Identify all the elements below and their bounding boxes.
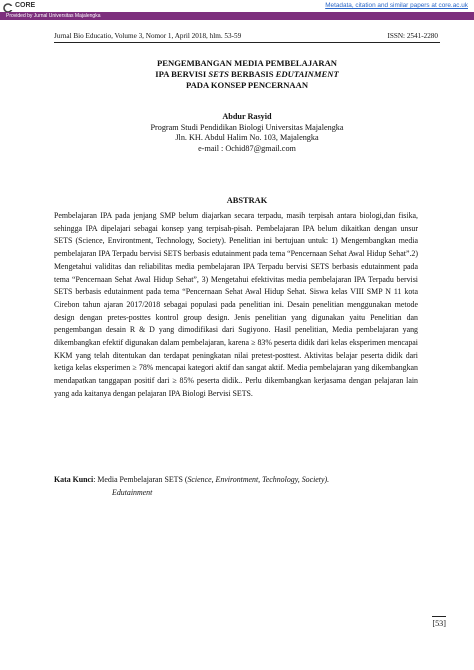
title-edutainment: EDUTAINMENT — [275, 69, 339, 79]
provider-strip — [0, 12, 474, 20]
keywords-label: Kata Kunci — [54, 475, 94, 484]
abstract-paragraph: Pembelajaran IPA pada jenjang SMP belum diajarkan secara terpadu, masih terpisah antara biologi,dan fisika, sehingga IPA dipelajari sebagai konsep yang terpisah-pisah. Pembelajaran IPA belum dikaitkan dengan unsur SETS (Science, Environtment, Technology, Society). Penelitian ini bertujuan untuk: 1) Mengembangkan media pembelajaran IPA Terpadu bervisi SETS berbasis edutainment pada tema “Pencernaan Sehat Awal Hidup Sehat”.2) Mengetahui validitas dan reliabilitas media pembelajaran IPA Terpadu bervisi SETS berbasis edutainment pada tema “Pencernaan Sehat Awal Hidup Sehat”, 3) Mengetahui efektivitas media pembelajaran IPA Terpadu bervisi SETS berbasis edutainment pada tema “Pencernaan Sehat Awal Hidup Sehat. Siswa kelas VIII SMP N 11 kota Cirebon tahun ajaran 2017/2018 sebagai populasi pada penelitian ini. Desain penelitian menggunakan metode design dengan pretes-posttes kontrol group design. Jenis penelitian yang digunakan yaitu Penelitian dan pengembangan desain R & D yang dimodifikasi dari Sugiyono. Hasil penelitian, Media pembelajaran yang dikembangkan efektif digunakan dalam pembelajaran, karena ≥ 83% peserta didik dari kelas eksperimen mencapai KKM yang telah ditentukan dan terdapat peningkatan nilai pretest-posttest. Aktivitas belajar peserta didik dari ketiga kelas eksperimen ≥ 78% mencapai kategori aktif dan sangat aktif. Media pembelajaran yang dikembangkan mendapatkan tanggapan positif dari ≥ 85% peserta didik.. Perlu dikembangkan kerjasama dengan pelajaran lain yang ada kaitanya dengan pelajaran IPA Biologi Bervisi SETS. — [54, 211, 418, 398]
title-line-2 — [54, 69, 440, 80]
issn: ISSN: 2541-2280 — [387, 32, 438, 40]
author-address: Jln. KH. Abdul Halim No. 103, Majalengka — [175, 133, 319, 143]
title-text: IPA BERVISI — [155, 69, 209, 79]
keywords-value-line2: Edutainment — [112, 487, 153, 497]
journal-citation: Jurnal Bio Educatio, Volume 3, Nomor 1, April 2018, hlm. 53-59 — [54, 32, 242, 40]
keywords-value-italic: Science, Environtment, Technology, Society). — [187, 475, 330, 484]
title-line-3: PADA KONSEP PENCERNAAN — [185, 80, 309, 90]
abstract-heading: ABSTRAK — [226, 196, 268, 205]
author-name: Abdur Rasyid — [222, 112, 272, 121]
author-email: e-mail : Ochid87@gmail.com — [198, 143, 296, 153]
provider-link[interactable]: Provided by Jurnal Universitas Majalengka — [6, 12, 101, 19]
author-block — [54, 112, 440, 154]
core-metadata-link[interactable]: Metadata, citation and similar papers at core.ac.uk — [325, 2, 468, 9]
header-rule — [54, 42, 440, 43]
page-number: [53] — [432, 616, 446, 628]
paper-title — [54, 58, 440, 91]
author-affiliation: Program Studi Pendidikan Biologi Universitas Majalengka — [150, 122, 344, 132]
title-line-1: PENGEMBANGAN MEDIA PEMBELAJARAN — [157, 58, 337, 68]
title-sets: SETS — [208, 69, 229, 79]
title-text: BERBASIS — [228, 69, 276, 79]
keywords-value: : Media Pembelajaran SETS ( — [93, 475, 188, 484]
keywords — [54, 474, 418, 499]
core-label: CORE — [15, 2, 36, 9]
abstract-body — [54, 210, 418, 401]
